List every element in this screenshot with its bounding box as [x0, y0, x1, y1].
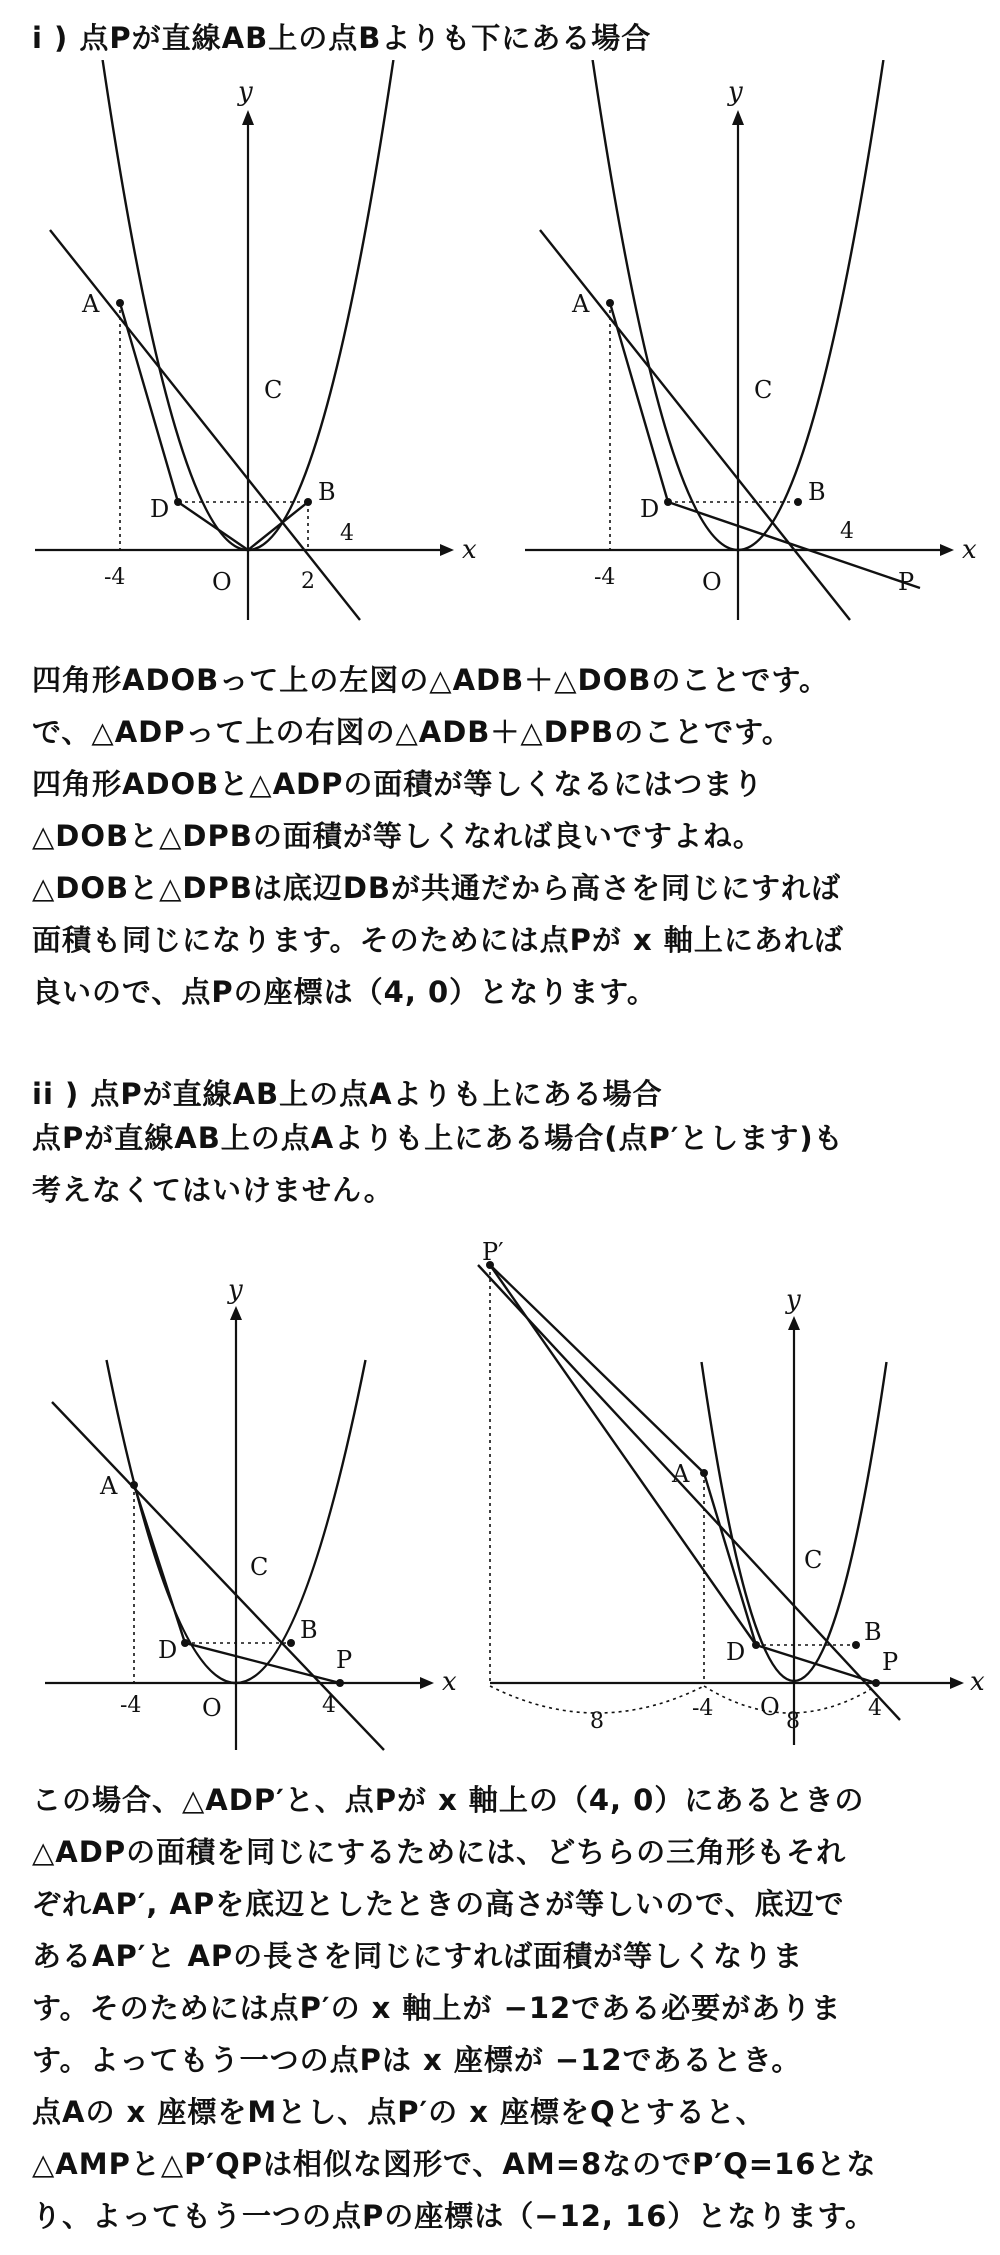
text-line: 点Aの x 座標をMとし、点P′の x 座標をQとすると、	[32, 2095, 766, 2129]
tick-minus4: -4	[692, 1696, 714, 1721]
label-p-prime: P′	[482, 1240, 504, 1266]
section1-heading: i ) 点Pが直線AB上の点Bよりも下にある場合	[32, 21, 652, 55]
label-d: D	[150, 495, 170, 523]
text-line: 良いので、点Pの座標は（4, 0）となります。	[32, 975, 657, 1009]
x-axis-label: x	[442, 1667, 457, 1697]
point-d	[181, 1639, 189, 1647]
line-ab	[540, 230, 850, 620]
section2-intro	[32, 1112, 982, 1216]
label-o: O	[702, 568, 722, 596]
label-o: O	[212, 568, 232, 596]
label-p: P	[882, 1648, 899, 1676]
section2-explanation	[32, 1774, 982, 2242]
text-line: す。そのためには点P′の x 軸上が −12である必要がありま	[32, 1991, 842, 2025]
point-b	[287, 1639, 295, 1647]
tick-minus4: -4	[104, 565, 126, 590]
label-a: A	[100, 1472, 118, 1500]
y-axis-label: y	[228, 1280, 243, 1305]
tick-4: 4	[322, 1693, 336, 1718]
point-d	[174, 498, 182, 506]
tick-4: 4	[840, 519, 854, 544]
point-b	[304, 498, 312, 506]
figure-quadrilateral-adob	[30, 60, 490, 630]
text-line: 面積も同じになります。そのためには点Pが x 軸上にあれば	[32, 923, 844, 957]
y-axis-label: y	[728, 77, 743, 107]
point-d	[752, 1641, 760, 1649]
text-line: で、△ADPって上の右図の△ADB＋△DPBのことです。	[32, 715, 792, 749]
text-line: △DOBと△DPBの面積が等しくなれば良いですよね。	[32, 819, 763, 853]
label-d: D	[158, 1636, 178, 1664]
x-axis-arrow	[420, 1677, 434, 1689]
label-a: A	[82, 290, 100, 318]
y-axis-arrow	[230, 1306, 242, 1320]
label-c: C	[754, 376, 773, 404]
text-line: 点Pが直線AB上の点Aよりも上にある場合(点P′とします)も	[32, 1121, 844, 1155]
label-p: P	[336, 1646, 353, 1674]
label-b: B	[808, 478, 826, 506]
label-b: B	[864, 1618, 882, 1646]
segment-ad	[704, 1473, 756, 1645]
text-line: この場合、△ADP′と、点Pが x 軸上の（4, 0）にあるときの	[32, 1783, 865, 1817]
label-c: C	[264, 376, 283, 404]
label-c: C	[804, 1546, 823, 1574]
figure-triangle-adp-2	[40, 1280, 460, 1760]
tick-minus4: -4	[120, 1693, 142, 1718]
segment-dp	[756, 1645, 876, 1683]
text-line: △DOBと△DPBは底辺DBが共通だから高さを同じにすれば	[32, 871, 842, 905]
segment-ad	[134, 1485, 185, 1643]
y-axis-arrow	[788, 1316, 800, 1330]
point-p	[872, 1679, 880, 1687]
label-c: C	[250, 1553, 269, 1581]
text-line: △AMPと△P′QPは相似な図形で、AM=8なのでP′Q=16とな	[32, 2147, 877, 2181]
y-axis-label: y	[786, 1285, 801, 1315]
x-axis-label: x	[970, 1667, 985, 1697]
label-d: D	[726, 1638, 746, 1666]
label-o: O	[202, 1694, 222, 1722]
text-line: す。よってもう一つの点Pは x 座標が −12であるとき。	[32, 2043, 802, 2077]
distance-label-right: 8	[786, 1709, 800, 1734]
x-axis-arrow	[440, 544, 454, 556]
x-axis-arrow	[950, 1677, 964, 1689]
tick-minus4: -4	[594, 565, 616, 590]
text-line: 考えなくてはいけません。	[32, 1173, 394, 1207]
figure-triangle-adp-prime	[470, 1240, 990, 1760]
text-line: り、よってもう一つの点Pの座標は（−12, 16）となります。	[32, 2199, 876, 2233]
segment-do	[178, 502, 248, 550]
text-line: △ADPの面積を同じにするためには、どちらの三角形もそれ	[32, 1835, 847, 1869]
distance-label-left: 8	[590, 1709, 604, 1734]
label-d: D	[640, 495, 660, 523]
point-d	[664, 498, 672, 506]
text-line: 四角形ADOBと△ADPの面積が等しくなるにはつまり	[32, 767, 764, 801]
point-a	[606, 299, 614, 307]
text-line: あるAP′と APの長さを同じにすれば面積が等しくなりま	[32, 1939, 804, 1973]
figure-triangle-adp	[520, 60, 990, 630]
tick-4: 4	[340, 521, 354, 546]
label-p: P	[898, 568, 915, 596]
y-axis-arrow	[732, 110, 744, 125]
line-p-prime-p	[478, 1265, 900, 1720]
point-a	[116, 299, 124, 307]
x-axis-label: x	[962, 535, 977, 565]
point-p	[336, 1679, 344, 1687]
label-a: A	[672, 1460, 690, 1488]
tick-2: 2	[301, 569, 315, 594]
text-line: ぞれAP′, APを底辺としたときの高さが等しいので、底辺で	[32, 1887, 845, 1921]
point-a	[700, 1469, 708, 1477]
text-line: 四角形ADOBって上の左図の△ADB＋△DOBのことです。	[32, 663, 830, 697]
point-b	[852, 1641, 860, 1649]
section1-explanation	[32, 654, 982, 1018]
segment-p-prime-a	[490, 1265, 704, 1473]
x-axis-label: x	[462, 535, 477, 565]
x-axis-arrow	[940, 544, 954, 556]
tick-4: 4	[868, 1696, 882, 1721]
point-b	[794, 498, 802, 506]
label-a: A	[572, 290, 590, 318]
y-axis-arrow	[242, 110, 254, 125]
label-b: B	[318, 478, 336, 506]
y-axis-label: y	[238, 77, 253, 107]
point-a	[130, 1481, 138, 1489]
label-o: O	[760, 1693, 780, 1721]
label-b: B	[300, 1616, 318, 1644]
section2-heading: ii ) 点Pが直線AB上の点Aよりも上にある場合	[32, 1077, 663, 1111]
segment-dp	[185, 1643, 340, 1683]
line-ab	[50, 230, 360, 620]
